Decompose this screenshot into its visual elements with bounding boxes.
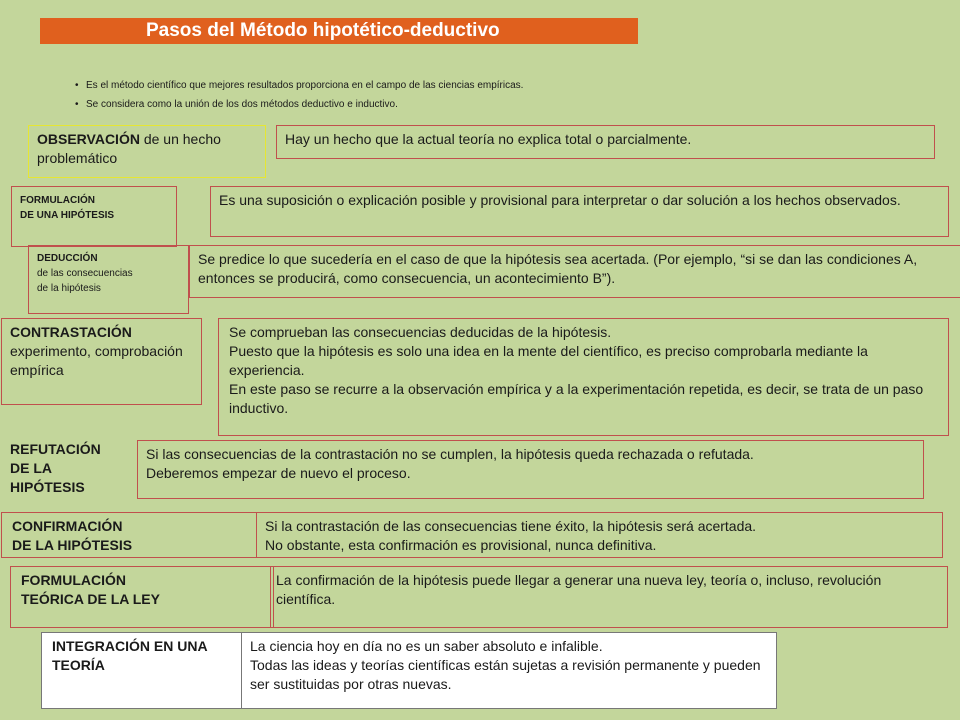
bullet-item: • Se considera como la unión de los dos métodos deductivo e inductivo. [72, 95, 523, 114]
step-contrastacion-desc [218, 318, 949, 436]
step-formulacion-label [11, 186, 177, 247]
step-contrastacion-label [1, 318, 202, 405]
step-refutacion-label [1, 435, 144, 501]
step-deduccion-desc: Se predice lo que sucedería en el caso de que la hipótesis sea acertada. (Por ejemplo, “si se dan las condiciones A, entonces se producirá, como consecuencia, un acontecimiento B”). [189, 245, 960, 298]
step-label-line: FORMULACIÓN [20, 195, 95, 206]
desc-line: En este paso se recurre a la observación empírica y a la experimentación repetida, es decir, se trata de un paso inductivo. [229, 381, 924, 416]
step-label-line: HIPÓTESIS [10, 479, 85, 495]
step-formulacion-teorica-desc: La confirmación de la hipótesis puede llegar a generar una nueva ley, teoría o, incluso, revolución científica. [270, 566, 948, 628]
step-label-line: DE LA [10, 460, 52, 476]
step-integracion-desc [242, 632, 777, 709]
desc-line: Se comprueban las consecuencias deducidas de la hipótesis. [229, 324, 612, 340]
step-label-line: CONTRASTACIÓN [10, 324, 132, 340]
step-label-line: TEORÍA [52, 657, 105, 673]
step-label-line: DE UNA HIPÓTESIS [20, 210, 115, 221]
step-label-bold: OBSERVACIÓN [37, 131, 140, 147]
desc-line: Puesto que la hipótesis es solo una idea en la mente del científico, es preciso comprobarla mediante la experiencia. [229, 343, 868, 378]
bullet-item: • Es el método científico que mejores resultados proporciona en el campo de las ciencias empíricas. [72, 76, 523, 95]
desc-line: Si la contrastación de las consecuencias tiene éxito, la hipótesis será acertada. [265, 518, 757, 534]
step-label-line: DE LA HIPÓTESIS [12, 537, 133, 553]
step-label-line: de las consecuencias [37, 268, 133, 279]
slide-title: Pasos del Método hipotético-deductivo [40, 18, 638, 44]
step-label-line: de la hipótesis [37, 283, 101, 294]
desc-line: Todas las ideas y teorías científicas están sujetas a revisión permanente y pueden ser sustituidas por otras nuevas. [250, 657, 761, 692]
step-integracion-label [41, 632, 242, 709]
step-label-line: experimento, comprobación empírica [10, 343, 183, 378]
desc-line: La ciencia hoy en día no es un saber absoluto e infalible. [250, 638, 603, 654]
step-confirmacion-desc [257, 512, 943, 558]
step-label-line: DEDUCCIÓN [37, 253, 98, 264]
step-observacion-desc: Hay un hecho que la actual teoría no explica total o parcialmente. [276, 125, 935, 159]
step-label-line: CONFIRMACIÓN [12, 518, 123, 534]
step-deduccion-label [28, 245, 189, 314]
step-observacion-label [28, 125, 266, 178]
step-confirmacion-label [1, 512, 257, 558]
step-label-line: TEÓRICA DE LA LEY [21, 591, 160, 607]
step-formulacion-teorica-label [10, 566, 274, 628]
desc-line: Si las consecuencias de la contrastación no se cumplen, la hipótesis queda rechazada o refutada. [146, 446, 754, 462]
step-label-line: REFUTACIÓN [10, 441, 101, 457]
step-label-line: FORMULACIÓN [21, 572, 126, 588]
desc-line: No obstante, esta confirmación es provisional, nunca definitiva. [265, 537, 657, 553]
step-formulacion-desc: Es una suposición o explicación posible y provisional para interpretar o dar solución a los hechos observados. [210, 186, 949, 237]
intro-bullets [72, 76, 523, 114]
step-refutacion-desc [137, 440, 924, 499]
desc-line: Deberemos empezar de nuevo el proceso. [146, 465, 411, 481]
step-label-rest: de un hecho problemático [37, 131, 221, 166]
step-label-line: INTEGRACIÓN EN UNA [52, 638, 208, 654]
